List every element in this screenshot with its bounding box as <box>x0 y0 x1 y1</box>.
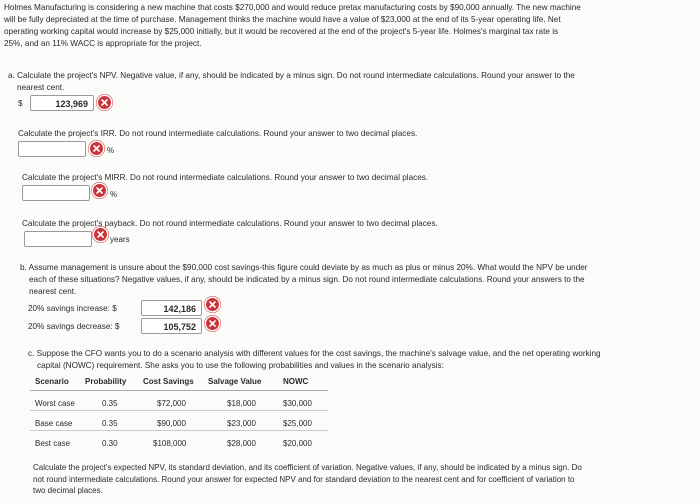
part-c-final-question <box>33 462 695 497</box>
irr-input[interactable] <box>18 141 86 157</box>
incorrect-icon <box>206 317 219 330</box>
table-header-nowc: NOWC <box>283 377 309 386</box>
part-a-question <box>8 70 698 94</box>
intro-line: will be fully depreciated at the time of purchase. Management thinks the machine would have a value of $23,000 at the end of its 5-year operating life. Net <box>4 15 561 24</box>
table-cell: 0.30 <box>102 439 118 448</box>
incorrect-icon <box>206 298 219 311</box>
table-cell: $30,000 <box>283 399 312 408</box>
part-c-line: capital (NOWC) requirement. She asks you to use the following probabilities and values in the scenario analysis: <box>37 361 444 370</box>
payback-question: Calculate the project's payback. Do not round intermediate calculations. Round your answer to two decimal places. <box>22 219 438 228</box>
table-cell: $28,000 <box>227 439 256 448</box>
savings-increase-label: 20% savings increase: $ <box>28 304 117 313</box>
table-cell: $25,000 <box>283 419 312 428</box>
table-cell: Best case <box>35 439 71 448</box>
part-b-line: nearest cent. <box>29 287 77 296</box>
incorrect-icon <box>98 96 111 109</box>
table-header-cost-savings: Cost Savings <box>143 377 194 386</box>
part-c-final-line: two decimal places. <box>33 486 103 495</box>
mirr-input[interactable] <box>22 185 90 201</box>
part-c-final-line: Calculate the project's expected NPV, its standard deviation, and its coefficient of variation. Negative values, if any, should be indicated by a minus sign. Do <box>33 463 582 472</box>
savings-decrease-label: 20% savings decrease: $ <box>28 322 120 331</box>
table-cell: 0.35 <box>102 399 118 408</box>
irr-question: Calculate the project's IRR. Do not round intermediate calculations. Round your answer to two decimal places. <box>18 129 418 138</box>
table-cell: Base case <box>35 419 73 428</box>
mirr-question: Calculate the project's MIRR. Do not round intermediate calculations. Round your answer to two decimal places. <box>22 173 429 182</box>
savings-decrease-input[interactable]: 105,752 <box>141 318 202 334</box>
part-c-final-line: not round intermediate calculations. Round your answer for expected NPV and for standard deviation to the nearest cent and for coefficient of variation to <box>33 474 575 484</box>
percent-unit: % <box>107 146 115 155</box>
table-cell: $23,000 <box>227 419 256 428</box>
table-cell: 0.35 <box>102 419 118 428</box>
incorrect-icon <box>94 228 107 241</box>
table-divider <box>30 410 328 411</box>
payback-input[interactable] <box>24 231 92 247</box>
table-divider <box>30 430 328 431</box>
part-a-line: nearest cent. <box>17 83 65 92</box>
table-header-scenario: Scenario <box>35 377 69 386</box>
years-unit: years <box>110 235 130 244</box>
table-cell: $18,000 <box>227 399 256 408</box>
part-c-line: c. Suppose the CFO wants you to do a scenario analysis with different values for the cost savings, the machine's salvage value, and the net operating working <box>28 349 601 358</box>
table-cell: $90,000 <box>157 419 186 428</box>
part-b-line: b. Assume management is unsure about the $90,000 cost savings-this figure could deviate by as much as plus or minus 20%. What would the NPV be under <box>20 263 588 272</box>
table-cell: Worst case <box>35 399 75 408</box>
part-c-question <box>28 348 696 372</box>
table-divider <box>30 390 328 391</box>
intro-line: Holmes Manufacturing is considering a new machine that costs $270,000 and would reduce pretax manufacturing costs by $90,000 annually. The new machine <box>4 3 581 12</box>
table-cell: $72,000 <box>157 399 186 408</box>
incorrect-icon <box>93 184 106 197</box>
part-b-question <box>20 262 696 298</box>
percent-unit: % <box>110 190 118 199</box>
table-cell: $108,000 <box>153 439 187 448</box>
part-a-line: a. Calculate the project's NPV. Negative value, if any, should be indicated by a minus sign. Do not round intermediate calculations. Round your answer to the <box>8 71 575 80</box>
part-b-line: each of these situations? Negative values, if any, should be indicated by a minus sign. Do not round intermediate calculations. Round your answers to the <box>29 275 585 284</box>
table-cell: $20,000 <box>283 439 312 448</box>
problem-intro <box>4 2 694 50</box>
intro-line: operating working capital would increase by $25,000 initially, but it would be recovered at the end of the project's 5-year life. Holmes's marginal tax rate is <box>4 27 559 36</box>
npv-currency: $ <box>18 99 23 108</box>
savings-increase-input[interactable]: 142,186 <box>141 300 202 316</box>
table-header-probability: Probability <box>85 377 127 386</box>
incorrect-icon <box>90 142 103 155</box>
npv-input[interactable]: 123,969 <box>30 95 94 111</box>
table-header-salvage-value: Salvage Value <box>208 377 262 386</box>
intro-line: 25%, and an 11% WACC is appropriate for the project. <box>4 39 202 48</box>
